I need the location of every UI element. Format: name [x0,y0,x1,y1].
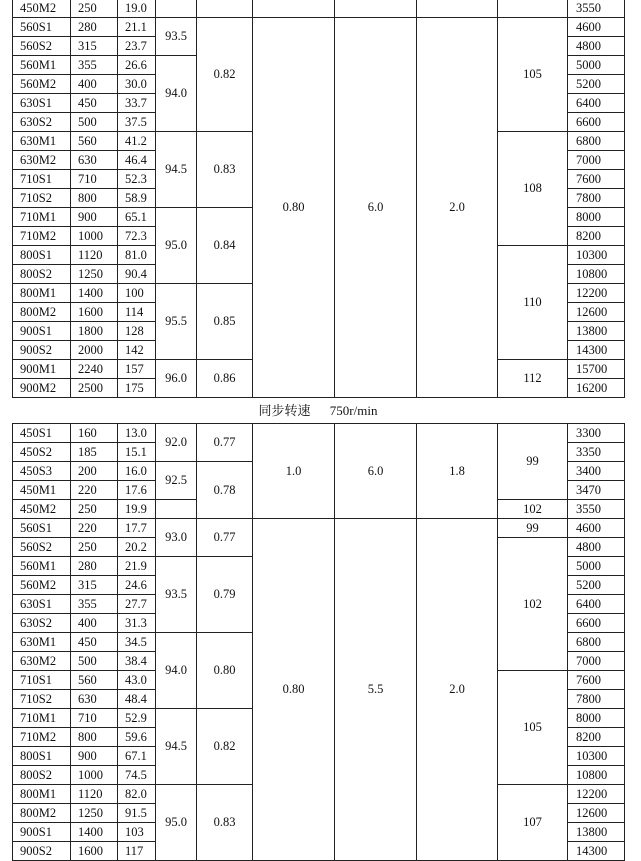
table-row [13,0,625,18]
model-cell: 800S1 [13,747,71,766]
power-cell: 1600 [71,842,118,861]
model-cell: 450S2 [13,443,71,462]
weight-cell: 6600 [568,614,625,633]
current-cell: 128 [118,322,156,341]
efficiency-cell: 95.0 [156,785,197,861]
noise-cell: 110 [498,246,568,360]
power-cell: 1250 [71,265,118,284]
weight-cell: 10300 [568,246,625,265]
model-cell: 560S2 [13,37,71,56]
power-cell: 1400 [71,284,118,303]
weight-cell: 12600 [568,303,625,322]
model-cell: 710M2 [13,227,71,246]
model-cell: 900M2 [13,379,71,398]
table-row [13,18,625,37]
power-cell: 2000 [71,341,118,360]
power-cell: 2500 [71,379,118,398]
current-cell: 20.2 [118,538,156,557]
model-cell: 450M1 [13,481,71,500]
model-cell: 710M1 [13,709,71,728]
power-cell: 1400 [71,823,118,842]
weight-cell: 15700 [568,360,625,379]
current-cell: 142 [118,341,156,360]
table-row [13,519,625,538]
weight-cell: 6400 [568,595,625,614]
power-cell: 710 [71,170,118,189]
noise-cell: 105 [498,671,568,785]
model-cell: 900M1 [13,360,71,379]
power-cell: 630 [71,690,118,709]
efficiency-cell [156,500,197,519]
current-cell: 100 [118,284,156,303]
weight-cell: 6800 [568,132,625,151]
current-cell: 13.0 [118,424,156,443]
weight-cell: 13800 [568,322,625,341]
power-cell: 315 [71,576,118,595]
power-cell: 800 [71,728,118,747]
power-factor-cell: 0.83 [197,785,253,861]
current-cell: 67.1 [118,747,156,766]
model-cell: 900S1 [13,322,71,341]
efficiency-cell: 93.5 [156,557,197,633]
current-cell: 17.6 [118,481,156,500]
power-cell: 900 [71,208,118,227]
current-cell: 23.7 [118,37,156,56]
current-cell: 103 [118,823,156,842]
noise-cell: 108 [498,132,568,246]
power-cell: 500 [71,113,118,132]
noise-cell: 102 [498,538,568,671]
param-cell: 6.0 [335,18,417,398]
current-cell: 58.9 [118,189,156,208]
current-cell: 38.4 [118,652,156,671]
weight-cell: 14300 [568,341,625,360]
power-cell: 250 [71,500,118,519]
current-cell: 21.1 [118,18,156,37]
model-cell: 560S2 [13,538,71,557]
weight-cell: 6600 [568,113,625,132]
weight-cell: 4800 [568,37,625,56]
weight-cell: 12200 [568,284,625,303]
efficiency-cell: 94.5 [156,132,197,208]
model-cell: 710S2 [13,690,71,709]
weight-cell: 6400 [568,94,625,113]
efficiency-cell: 96.0 [156,360,197,398]
power-factor-cell: 0.82 [197,709,253,785]
power-factor-cell: 0.85 [197,284,253,360]
power-cell: 355 [71,56,118,75]
current-cell: 48.4 [118,690,156,709]
weight-cell: 10800 [568,766,625,785]
model-cell: 560S1 [13,519,71,538]
current-cell: 26.6 [118,56,156,75]
weight-cell: 7800 [568,690,625,709]
caption-speed: 750r/min [329,403,378,418]
weight-cell: 7000 [568,151,625,170]
model-cell: 710M1 [13,208,71,227]
power-factor-cell: 0.82 [197,18,253,132]
power-cell: 1250 [71,804,118,823]
weight-cell: 5000 [568,56,625,75]
model-cell: 560M1 [13,56,71,75]
current-cell: 24.6 [118,576,156,595]
weight-cell: 4600 [568,18,625,37]
weight-cell: 3350 [568,443,625,462]
current-cell: 43.0 [118,671,156,690]
power-cell: 1120 [71,246,118,265]
power-cell: 630 [71,151,118,170]
model-cell: 900S2 [13,341,71,360]
power-cell: 250 [71,538,118,557]
model-cell: 450S3 [13,462,71,481]
current-cell: 90.4 [118,265,156,284]
weight-cell: 8000 [568,208,625,227]
model-cell: 630M1 [13,633,71,652]
power-cell: 160 [71,424,118,443]
current-cell: 59.6 [118,728,156,747]
current-cell: 21.9 [118,557,156,576]
current-cell: 19.0 [118,0,156,18]
power-cell: 400 [71,614,118,633]
model-cell: 630S2 [13,614,71,633]
current-cell: 72.3 [118,227,156,246]
weight-cell: 7600 [568,671,625,690]
param-cell: 2.0 [417,18,498,398]
model-cell: 800M2 [13,804,71,823]
current-cell: 30.0 [118,75,156,94]
param-cell: 1.8 [417,424,498,519]
current-cell: 52.9 [118,709,156,728]
current-cell: 16.0 [118,462,156,481]
current-cell: 37.5 [118,113,156,132]
model-cell: 800S2 [13,766,71,785]
model-cell: 630S2 [13,113,71,132]
noise-cell: 112 [498,360,568,398]
power-cell: 710 [71,709,118,728]
model-cell: 800M2 [13,303,71,322]
param-cell: 1.0 [253,424,335,519]
power-cell: 500 [71,652,118,671]
model-cell: 630M1 [13,132,71,151]
power-cell: 185 [71,443,118,462]
current-cell: 33.7 [118,94,156,113]
weight-cell: 5200 [568,576,625,595]
weight-cell: 12200 [568,785,625,804]
model-cell: 710S2 [13,189,71,208]
power-cell: 315 [71,37,118,56]
current-cell: 114 [118,303,156,322]
weight-cell: 10300 [568,747,625,766]
model-cell: 450S1 [13,424,71,443]
motor-table-1000rpm [12,0,625,398]
weight-cell: 3550 [568,0,625,18]
power-factor-cell: 0.86 [197,360,253,398]
weight-cell: 3550 [568,500,625,519]
weight-cell: 3300 [568,424,625,443]
current-cell: 15.1 [118,443,156,462]
current-cell: 17.7 [118,519,156,538]
current-cell: 31.3 [118,614,156,633]
current-cell: 91.5 [118,804,156,823]
power-cell: 220 [71,481,118,500]
motor-table-750rpm [12,423,625,861]
weight-cell: 3400 [568,462,625,481]
section-caption [12,402,624,420]
model-cell: 560S1 [13,18,71,37]
efficiency-cell: 94.5 [156,709,197,785]
efficiency-cell: 92.0 [156,424,197,462]
power-cell: 450 [71,94,118,113]
power-cell: 900 [71,747,118,766]
weight-cell: 8000 [568,709,625,728]
weight-cell: 4800 [568,538,625,557]
param-cell [335,0,417,18]
power-cell: 280 [71,557,118,576]
power-cell: 800 [71,189,118,208]
current-cell: 175 [118,379,156,398]
current-cell: 46.4 [118,151,156,170]
model-cell: 710S1 [13,671,71,690]
model-cell: 630M2 [13,652,71,671]
model-cell: 800S2 [13,265,71,284]
param-cell: 6.0 [335,424,417,519]
weight-cell: 8200 [568,728,625,747]
param-cell [417,0,498,18]
weight-cell: 12600 [568,804,625,823]
power-factor-cell: 0.77 [197,519,253,557]
weight-cell: 6800 [568,633,625,652]
weight-cell: 16200 [568,379,625,398]
power-factor-cell: 0.79 [197,557,253,633]
current-cell: 65.1 [118,208,156,227]
caption-label: 同步转速 [258,403,311,418]
power-cell: 560 [71,132,118,151]
current-cell: 34.5 [118,633,156,652]
weight-cell: 7600 [568,170,625,189]
model-cell: 450M2 [13,500,71,519]
power-cell: 280 [71,18,118,37]
weight-cell: 4600 [568,519,625,538]
current-cell: 52.3 [118,170,156,189]
weight-cell: 5000 [568,557,625,576]
current-cell: 81.0 [118,246,156,265]
noise-cell: 99 [498,519,568,538]
model-cell: 710M2 [13,728,71,747]
power-cell: 1800 [71,322,118,341]
weight-cell: 7000 [568,652,625,671]
model-cell: 560M1 [13,557,71,576]
efficiency-cell: 93.5 [156,18,197,56]
efficiency-cell: 95.5 [156,284,197,360]
model-cell: 630S1 [13,94,71,113]
current-cell: 27.7 [118,595,156,614]
weight-cell: 13800 [568,823,625,842]
efficiency-cell: 92.5 [156,462,197,500]
power-cell: 560 [71,671,118,690]
efficiency-cell [156,0,197,18]
param-cell: 5.5 [335,519,417,861]
weight-cell: 5200 [568,75,625,94]
power-cell: 1120 [71,785,118,804]
model-cell: 800M1 [13,284,71,303]
noise-cell [498,0,568,18]
power-cell: 450 [71,633,118,652]
model-cell: 710S1 [13,170,71,189]
weight-cell: 14300 [568,842,625,861]
param-cell: 0.80 [253,519,335,861]
power-factor-cell: 0.78 [197,462,253,519]
param-cell [253,0,335,18]
efficiency-cell: 94.0 [156,633,197,709]
model-cell: 900S1 [13,823,71,842]
current-cell: 74.5 [118,766,156,785]
table-row [13,424,625,443]
model-cell: 450M2 [13,0,71,18]
noise-cell: 105 [498,18,568,132]
power-cell: 1000 [71,227,118,246]
current-cell: 117 [118,842,156,861]
param-cell: 2.0 [417,519,498,861]
model-cell: 800M1 [13,785,71,804]
power-cell: 1600 [71,303,118,322]
power-factor-cell: 0.80 [197,633,253,709]
noise-cell: 107 [498,785,568,861]
model-cell: 800S1 [13,246,71,265]
power-factor-cell: 0.83 [197,132,253,208]
noise-cell: 99 [498,424,568,500]
weight-cell: 3470 [568,481,625,500]
param-cell: 0.80 [253,18,335,398]
current-cell: 157 [118,360,156,379]
power-cell: 400 [71,75,118,94]
model-cell: 560M2 [13,75,71,94]
weight-cell: 8200 [568,227,625,246]
model-cell: 630S1 [13,595,71,614]
power-factor-cell: 0.84 [197,208,253,284]
power-factor-cell: 0.77 [197,424,253,462]
efficiency-cell: 94.0 [156,56,197,132]
efficiency-cell: 93.0 [156,519,197,557]
power-cell: 355 [71,595,118,614]
efficiency-cell: 95.0 [156,208,197,284]
power-cell: 2240 [71,360,118,379]
weight-cell: 7800 [568,189,625,208]
model-cell: 560M2 [13,576,71,595]
noise-cell: 102 [498,500,568,519]
power-cell: 1000 [71,766,118,785]
power-cell: 220 [71,519,118,538]
weight-cell: 10800 [568,265,625,284]
model-cell: 630M2 [13,151,71,170]
current-cell: 19.9 [118,500,156,519]
power-cell: 250 [71,0,118,18]
current-cell: 82.0 [118,785,156,804]
current-cell: 41.2 [118,132,156,151]
power-factor-cell [197,0,253,18]
model-cell: 900S2 [13,842,71,861]
power-cell: 200 [71,462,118,481]
